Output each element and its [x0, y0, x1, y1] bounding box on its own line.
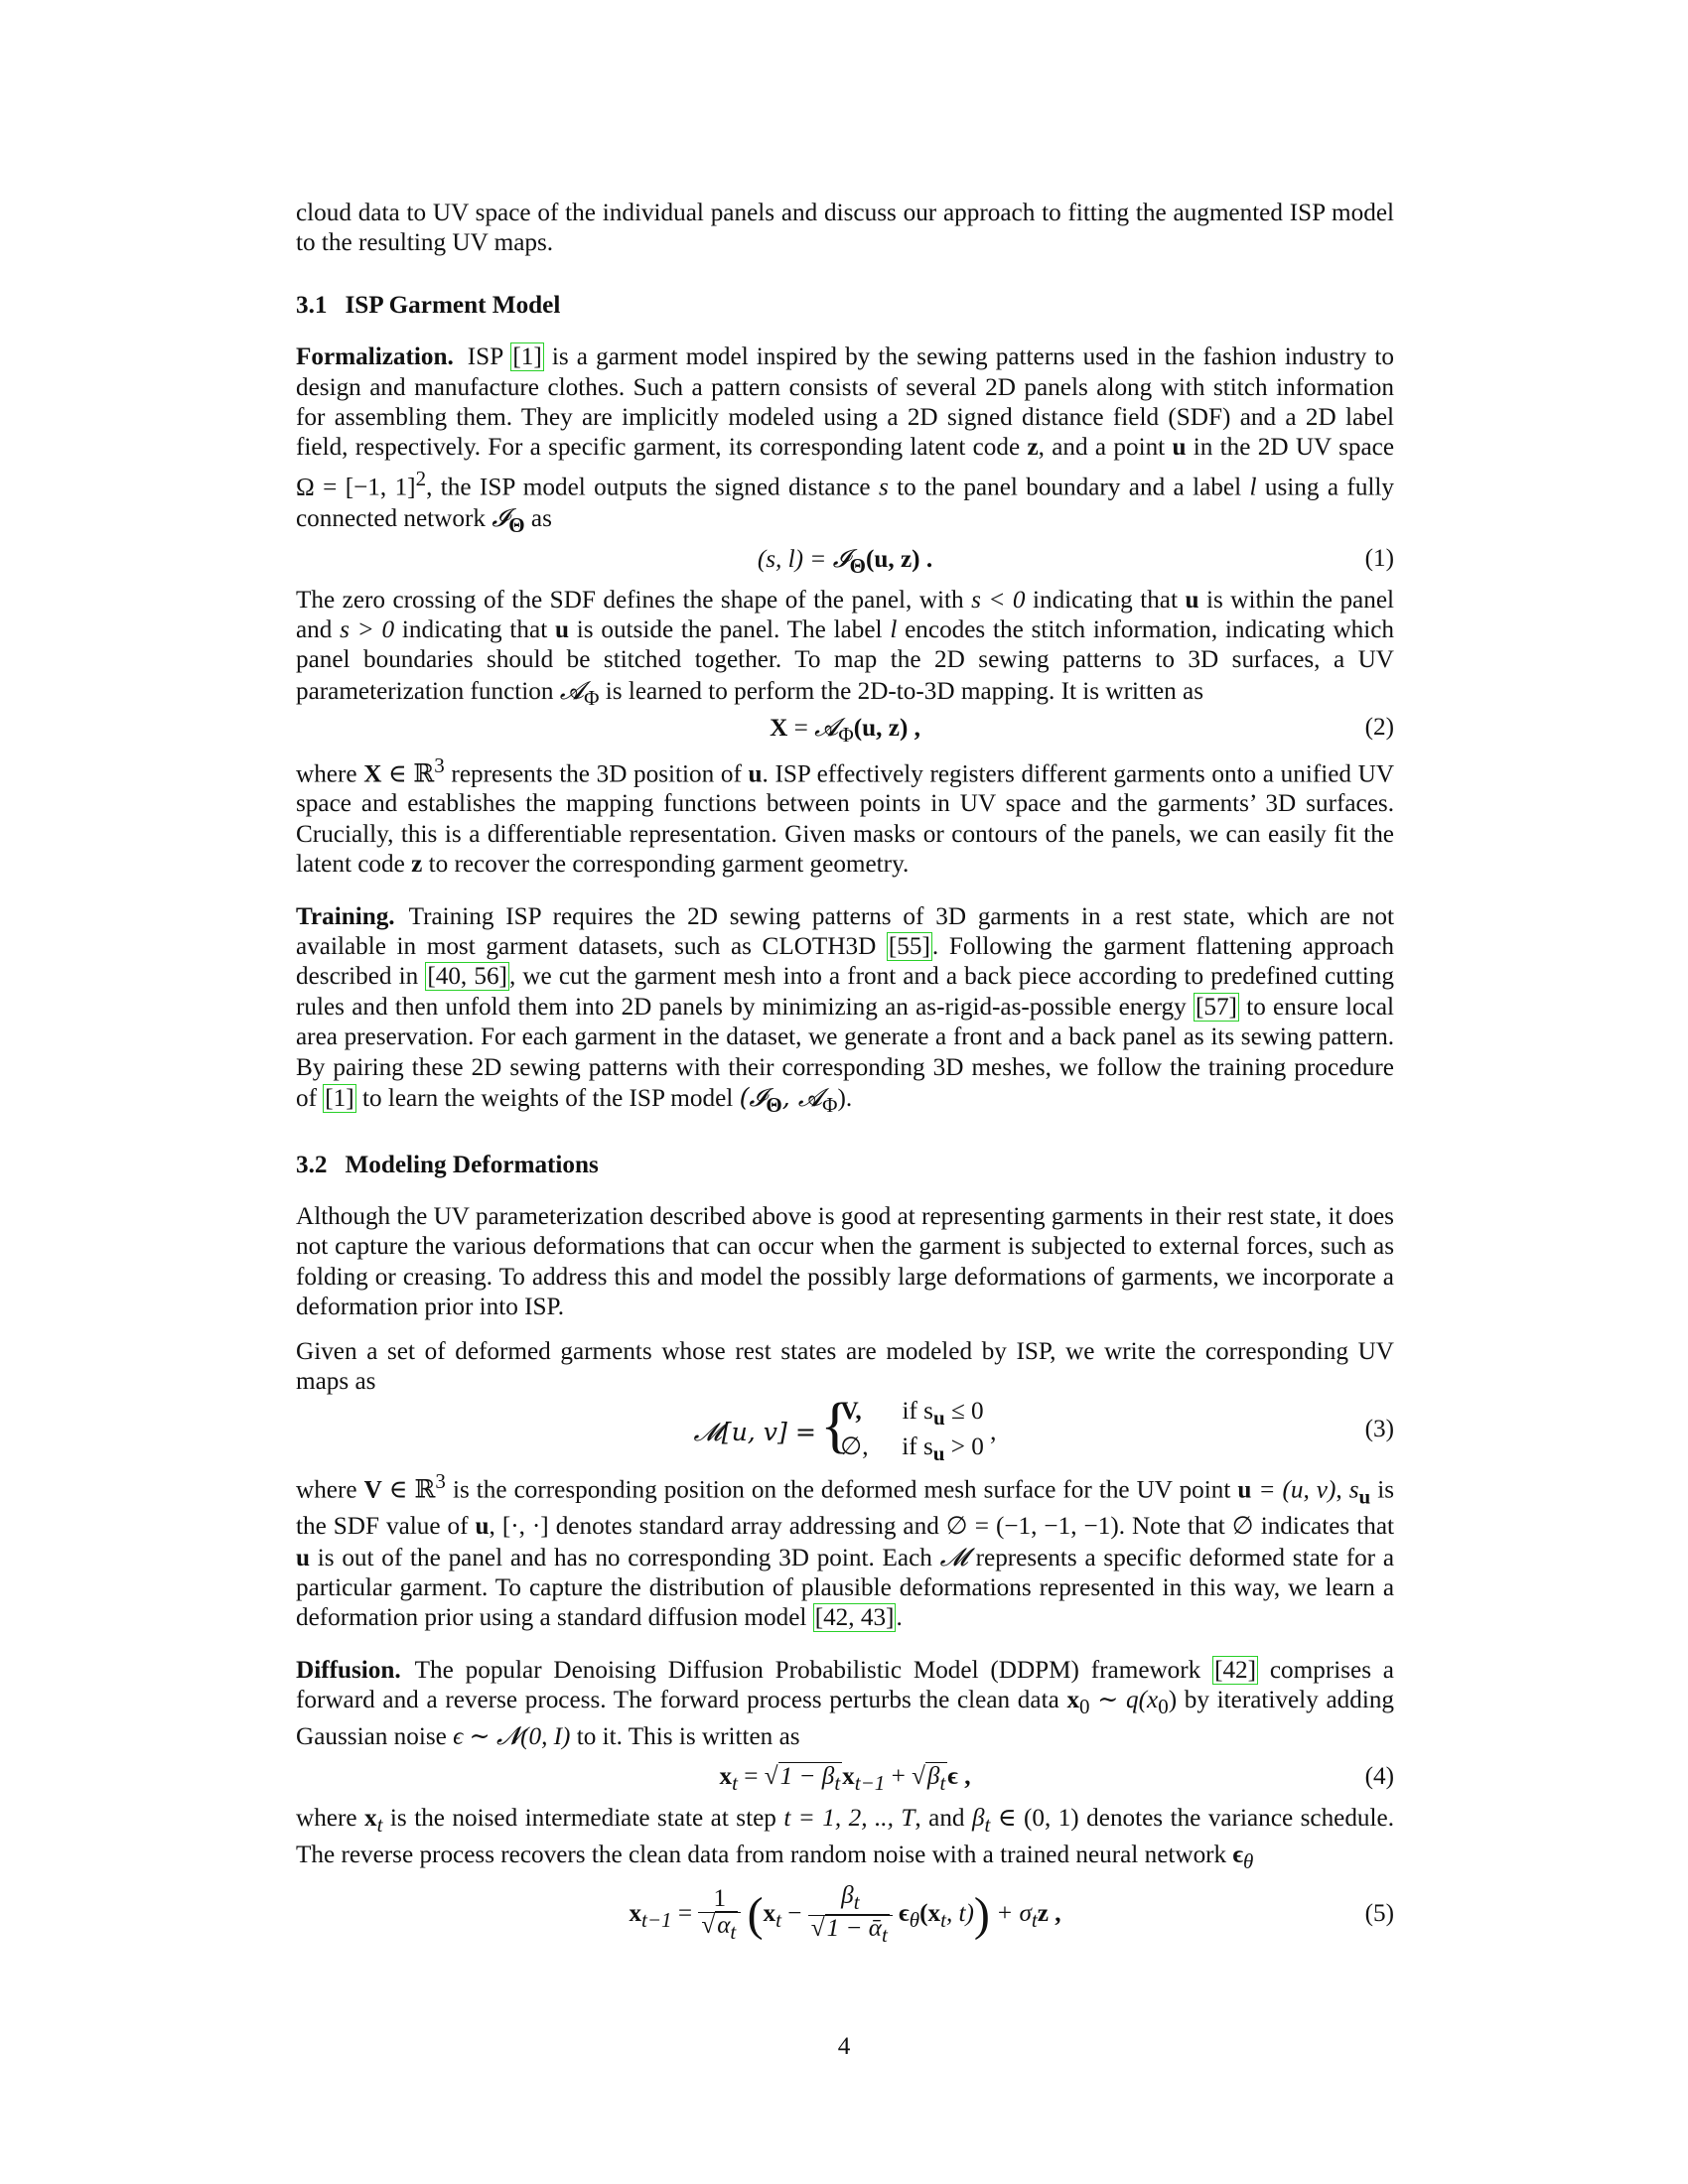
equation-number: (5): [1364, 1900, 1394, 1928]
citation-link[interactable]: [1]: [512, 343, 542, 371]
formalization-paragraph: Formalization. ISP [1] is a garment model inspired by the sewing patterns used in the fashion industry to design and manufacture clothes. Such a pattern consists of several 2D panels along with stitch information for assembling them. They are implicitly modeled using a 2D signed distance field (SDF) and a 2D label field, respectively. For a specific garment, its corresponding latent code z, and a point u in the 2D UV space Ω = [−1, 1]$^2$, the ISP model outputs the signed distance s to the panel boundary and a label l using a fully connected network 𝓘$_\Theta$ as: [296, 343, 1395, 537]
uv-maps-paragraph: Given a set of deformed garments whose rest states are modeled by ISP, we write the corresponding UV maps as: [296, 1337, 1394, 1395]
citation-link[interactable]: [42, 43]: [814, 1604, 895, 1632]
equation-number: (1): [1364, 545, 1394, 573]
equation-3: 𝓜[u, v] = { V, if $s_u \le 0$ ∅, if $s_u > 0$ , (3): [296, 1397, 1394, 1462]
paper-page: [296, 199, 1394, 1946]
runin-heading-training: Training.: [296, 902, 395, 930]
fraction: $\frac{\beta_t}{√1 - ᾱ_t}$: [808, 1883, 893, 1948]
sdf-paragraph: The zero crossing of the SDF defines the shape of the panel, with s < 0 indicating that u is within the panel and s > 0 indicating that u is outside the panel. The label l encodes the stitch information, indicating which panel boundaries should be stitched together. To map the 2D sewing patterns to 3D surfaces, a UV parameterization function 𝓐$_\Phi$ is learned to perform the 2D-to-3D mapping. It is written as: [296, 586, 1394, 710]
page-number: 4: [837, 2033, 851, 2060]
schedule-paragraph: where $x_t$ is the noised intermediate state at step t = 1, 2, .., T, and $\beta_t$ ∈ (0, 1) denotes the variance schedule. The reverse process recovers the clean data from random noise with a trained neural network $\epsilon_\theta$: [296, 1805, 1395, 1873]
cases-brace: { V, if $s_u \le 0$ ∅, if $s_u > 0$: [822, 1397, 984, 1468]
section-number: 3.2: [296, 1151, 328, 1178]
sqrt-icon: √: [912, 1763, 925, 1791]
equation-2: X = 𝓐$_\Phi$(u, z) , (2): [770, 713, 1394, 748]
fraction: $\frac{1}{√\alpha_t}$: [698, 1886, 741, 1945]
equation-4: $x_t = √1 - \beta_tx_{t-1} + √\beta_t\epsilon$ , (4): [719, 1763, 1394, 1796]
runin-heading-diffusion: Diffusion.: [296, 1656, 401, 1684]
sqrt-icon: √: [764, 1763, 778, 1791]
diffusion-paragraph: Diffusion. The popular Denoising Diffusion Probabilistic Model (DDPM) framework [42] comprises a forward and a reverse process. The forward process perturbs the clean data $x_0$ ∼ $q(x_0)$ by iteratively adding Gaussian noise ϵ ∼ 𝓝(0, I) to it. This is written as: [296, 1656, 1395, 1750]
equation-number: (3): [1364, 1416, 1394, 1443]
training-paragraph: Training. Training ISP requires the 2D sewing patterns of 3D garments in a rest state, which are not available in most garment datasets, such as CLOTH3D [55]. Following the garment flattening approach described in [40, 56], we cut the garment mesh into a front and a back piece according to predefined cutting rules and then unfold them into 2D panels by minimizing an as-rigid-as-possible energy [57] to ensure local area preservation. For each garment in the dataset, we generate a front and a back panel as its sewing pattern. By pairing these 2D sewing patterns with their corresponding 3D meshes, we follow the training procedure of [1] to learn the weights of the ISP model (𝓘$_\Theta$, 𝓐$_\Phi$).: [296, 902, 1394, 1118]
equation-5: $x_{t-1}$ = $\frac{1}{√\alpha_t}$ ($x_t$ − $\frac{\beta_t}{√1 - ᾱ_t}$ $\epsilon_\theta(x_t$, $t)) + \sigma_tz$ , (5): [629, 1882, 1394, 1948]
registration-paragraph: where X ∈ ℝ$^3$ represents the 3D position of u. ISP effectively registers different garments onto a unified UV space and establishes the mapping functions between points in UV space and the garments’ 3D surfaces. Crucially, this is a differentiable representation. Given masks or contours of the panels, we can easily fit the latent code z to recover the corresponding garment geometry.: [296, 752, 1395, 879]
equation-number: (2): [1364, 714, 1394, 742]
sqrt-icon: √: [701, 1912, 716, 1940]
equation-number: (4): [1364, 1763, 1394, 1791]
section-title: ISP Garment Model: [345, 291, 561, 319]
section-3-2-heading: [296, 1151, 1394, 1180]
section-title: Modeling Deformations: [345, 1151, 599, 1178]
equation-1: (s, l) = 𝓘$_\Theta$(u, z) . (1): [757, 544, 1394, 579]
citation-link[interactable]: [55]: [888, 933, 930, 961]
runin-heading-formalization: Formalization.: [296, 343, 454, 371]
paren-close-icon: ): [973, 1888, 990, 1942]
citation-link[interactable]: [42]: [1214, 1656, 1257, 1684]
intro-paragraph: cloud data to UV space of the individual panels and discuss our approach to fitting the augmented ISP model to the resulting UV maps.: [296, 200, 1394, 257]
citation-link[interactable]: [1]: [325, 1085, 354, 1113]
citation-link[interactable]: [57]: [1195, 993, 1237, 1021]
sqrt-icon: √: [810, 1915, 825, 1943]
deformation-intro-paragraph: Although the UV parameterization described above is good at representing garments in their rest state, it does not capture the various deformations that can occur when the garment is subjected to external forces, such as folding or creasing. To address this and model the possibly large deformations of garments, we incorporate a deformation prior into ISP.: [296, 1202, 1394, 1321]
section-number: 3.1: [296, 291, 328, 319]
paren-open-icon: (: [747, 1888, 764, 1942]
section-3-1-heading: [296, 291, 1394, 321]
deformed-state-paragraph: where V ∈ ℝ$^3$ is the corresponding position on the deformed mesh surface for the UV point u = (u, v), $s_u$ is the SDF value of u, [·, ·] denotes standard array addressing and ∅ = (−1, −1, −1). Note that ∅ indicates that u is out of the panel and has no corresponding 3D point. Each 𝓜 represents a specific deformed state for a particular garment. To capture the distribution of plausible deformations represented in this way, we learn a deformation prior using a standard diffusion model [42, 43].: [296, 1469, 1395, 1632]
citation-link[interactable]: [40, 56]: [427, 963, 507, 991]
